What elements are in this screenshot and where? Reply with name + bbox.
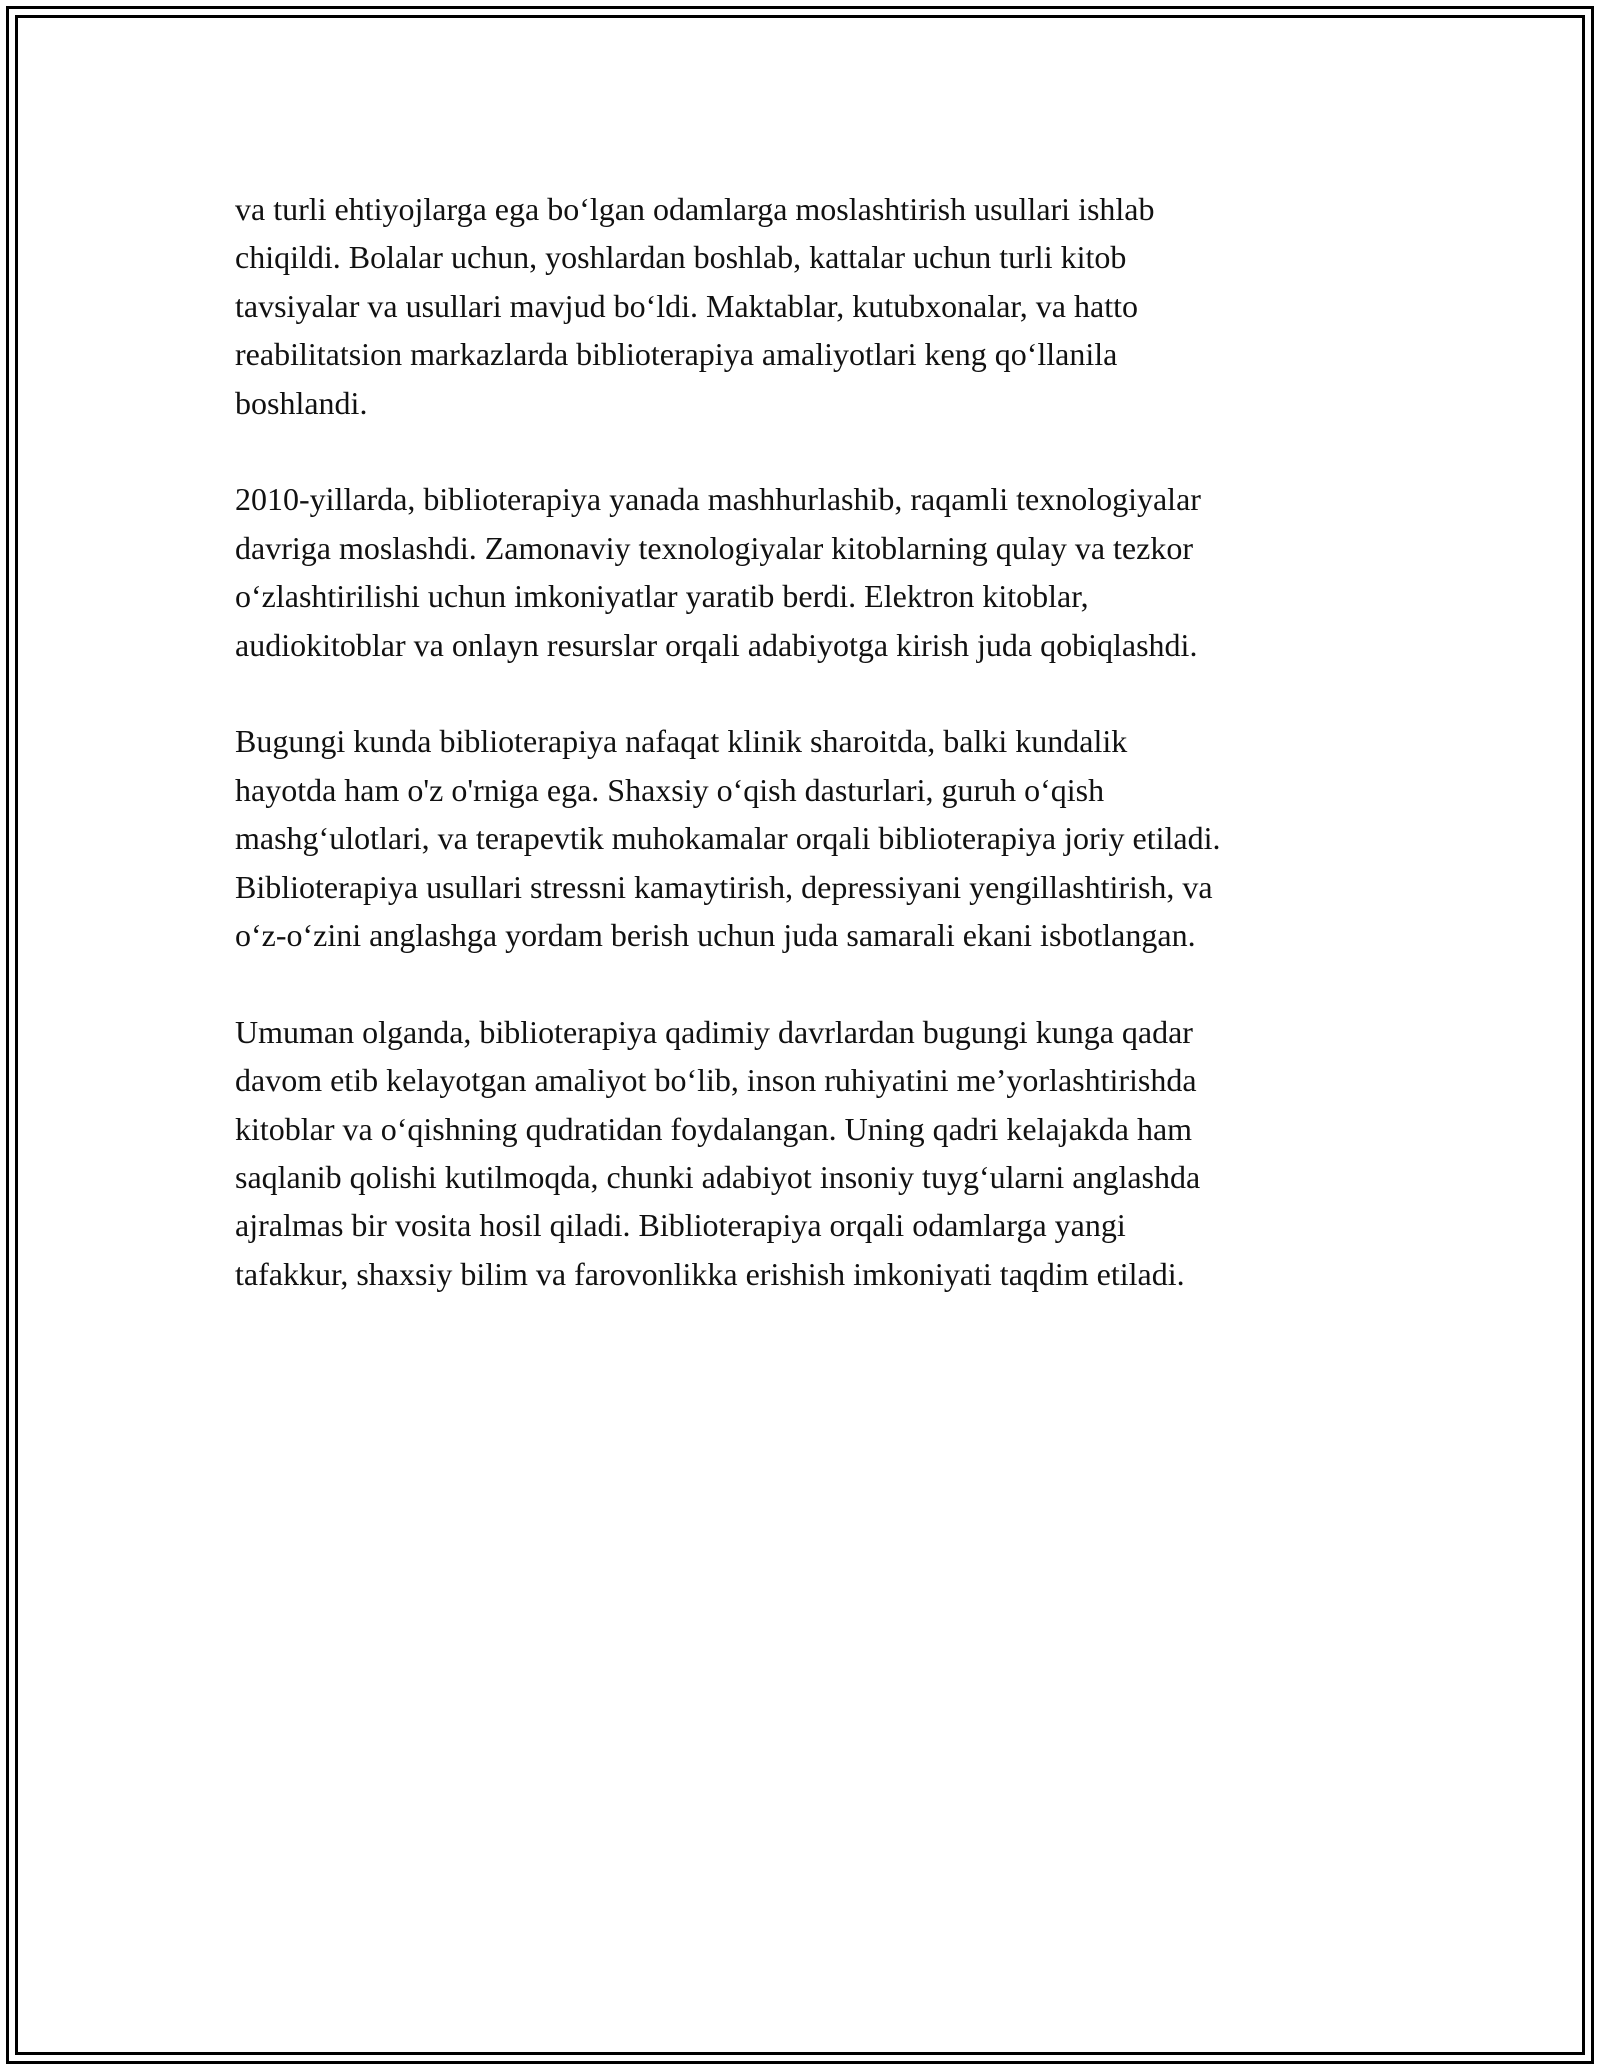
text-line: Bugungi kunda biblioterapiya nafaqat klinik sharoitda, balki kundalik [235, 723, 1128, 760]
document-body [235, 185, 1395, 1347]
text-line: davom etib kelayotgan amaliyot boʻlib, inson ruhiyatini me’yorlashtirishda [235, 1062, 1197, 1099]
text-line: tafakkur, shaxsiy bilim va farovonlikka erishish imkoniyati taqdim etiladi. [235, 1255, 1185, 1292]
text-line: boshlandi. [235, 384, 368, 421]
text-line: reabilitatsion markazlarda biblioterapiya amaliyotlari keng qoʻllanila [235, 336, 1118, 373]
text-line: tavsiyalar va usullari mavjud boʻldi. Maktablar, kutubxonalar, va hatto [235, 287, 1138, 324]
text-line: chiqildi. Bolalar uchun, yoshlardan boshlab, kattalar uchun turli kitob [235, 239, 1127, 276]
text-line: oʻzlashtirilishi uchun imkoniyatlar yaratib berdi. Elektron kitoblar, [235, 578, 1089, 615]
text-line: 2010-yillarda, biblioterapiya yanada mashhurlashib, raqamli texnologiyalar [235, 481, 1201, 518]
text-line: audiokitoblar va onlayn resurslar orqali adabiyotga kirish juda qobiqlashdi. [235, 626, 1198, 663]
text-line: Umuman olganda, biblioterapiya qadimiy davrlardan bugungi kunga qadar [235, 1013, 1193, 1050]
text-line: saqlanib qolishi kutilmoqda, chunki adabiyot insoniy tuygʻularni anglashda [235, 1159, 1201, 1196]
text-line: va turli ehtiyojlarga ega boʻlgan odamlarga moslashtirish usullari ishlab [235, 191, 1155, 227]
paragraph-3 [235, 717, 1395, 959]
paragraph-4 [235, 1008, 1395, 1298]
text-line: mashgʻulotlari, va terapevtik muhokamalar orqali biblioterapiya joriy etiladi. [235, 820, 1221, 857]
paragraph-1 [235, 185, 1395, 427]
text-line: hayotda ham o'z o'rniga ega. Shaxsiy oʻqish dasturlari, guruh oʻqish [235, 771, 1105, 808]
text-line: ajralmas bir vosita hosil qiladi. Biblioterapiya orqali odamlarga yangi [235, 1207, 1126, 1244]
text-line: Biblioterapiya usullari stressni kamaytirish, depressiyani yengillashtirish, va [235, 868, 1213, 905]
text-line: oʻz-oʻzini anglashga yordam berish uchun juda samarali ekani isbotlangan. [235, 917, 1196, 954]
text-line: davriga moslashdi. Zamonaviy texnologiyalar kitoblarning qulay va tezkor [235, 529, 1193, 566]
text-line: kitoblar va oʻqishning qudratidan foydalangan. Uning qadri kelajakda ham [235, 1110, 1193, 1147]
paragraph-2 [235, 475, 1395, 669]
